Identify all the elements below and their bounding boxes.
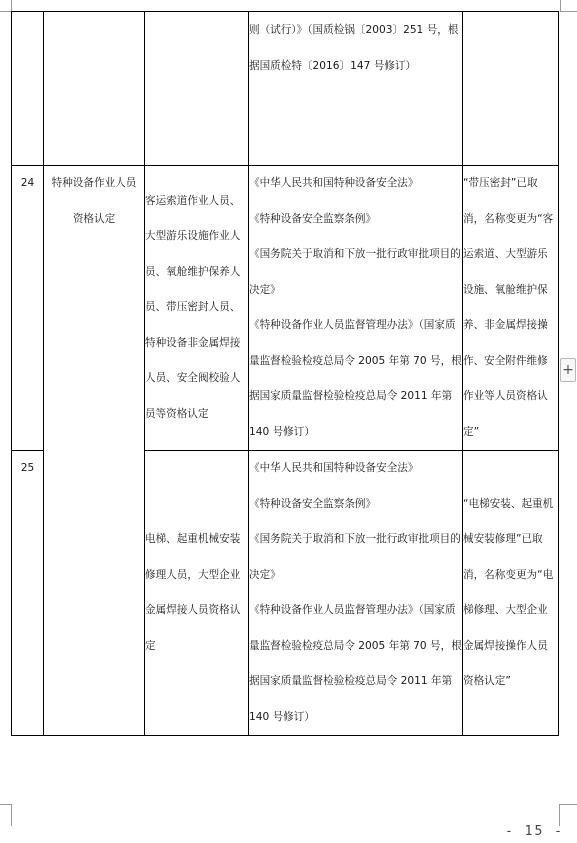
legal-basis-measures: 《特种设备作业人员监督管理办法》（国家质量监督检验检疫总局令 2005 年第 70 号，根据国家质量监督检验检疫总局令 2011 年第 140 号修订）: [249, 319, 462, 438]
legal-basis-decision: 《国务院关于取消和下放一批行政审批项目的决定》: [249, 533, 461, 581]
persons-cell: [145, 12, 249, 166]
legal-basis-regulation: 《特种设备安全监察条例》: [249, 497, 377, 510]
crop-mark-bottom-right-v: [559, 804, 560, 826]
crop-mark-bottom-right-h: [559, 804, 577, 805]
legal-basis-decision: 《国务院关于取消和下放一批行政审批项目的决定》: [249, 248, 461, 296]
legal-basis-regulation: 《特种设备安全监察条例》: [249, 212, 377, 225]
note-cell: “带压密封”已取消，名称变更为“客运索道、大型游乐设施、氧舱维护保养、非金属焊接操作、安全附件维修作业等人员资格认定”: [463, 166, 559, 451]
persons-cell: 电梯、起重机械安装修理人员，大型企业金属焊接人员资格认定: [145, 451, 249, 736]
table-row: [12, 166, 559, 451]
crop-mark-top-left-h: [0, 11, 11, 12]
crop-mark-top-right-v: [560, 0, 561, 11]
note-cell: [463, 12, 559, 166]
crop-mark-top-left-v: [11, 0, 12, 11]
legal-basis-measures: 《特种设备作业人员监督管理办法》（国家质量监督检验检疫总局令 2005 年第 70 号，根据国家质量监督检验检疫总局令 2011 年第 140 号修订）: [249, 604, 462, 723]
table-row: [12, 12, 559, 166]
plus-icon: +: [562, 362, 574, 378]
legal-basis-law: 《中华人民共和国特种设备安全法》: [249, 462, 419, 474]
crop-mark-bottom-left-h: [0, 804, 12, 805]
persons-cell: 客运索道作业人员、大型游乐设施作业人员、氧舱维护保养人员、带压密封人员、特种设备非金属焊接人员、安全阀校验人员等资格认定: [145, 166, 249, 451]
note-cell: “电梯安装、起重机械安装修理”已取消，名称变更为“电梯修理、大型企业金属焊接操作人员资格认定”: [463, 451, 559, 736]
legal-basis-cell: [249, 12, 463, 166]
legal-basis-text: 则（试行）》（国质检锅〔2003〕251 号，根据国质检特〔2016〕147 号修订）: [249, 24, 459, 72]
crop-mark-top-right-h: [560, 11, 577, 12]
crop-mark-bottom-left-v: [11, 804, 12, 826]
row-number-cell: [12, 12, 44, 166]
page-number: - 15 -: [505, 824, 564, 839]
row-number-cell: 25: [12, 451, 44, 736]
expand-table-button[interactable]: [560, 358, 576, 382]
licensing-table: [11, 11, 559, 736]
legal-basis-cell: [249, 166, 463, 451]
item-name-cell: [44, 12, 145, 166]
item-name-line2: 资格认定: [72, 212, 116, 225]
legal-basis-law: 《中华人民共和国特种设备安全法》: [249, 177, 419, 189]
item-name-line1: 特种设备作业人员: [51, 177, 137, 189]
legal-basis-cell: [249, 451, 463, 736]
row-number-cell: 24: [12, 166, 44, 451]
item-name-cell: [44, 166, 145, 736]
